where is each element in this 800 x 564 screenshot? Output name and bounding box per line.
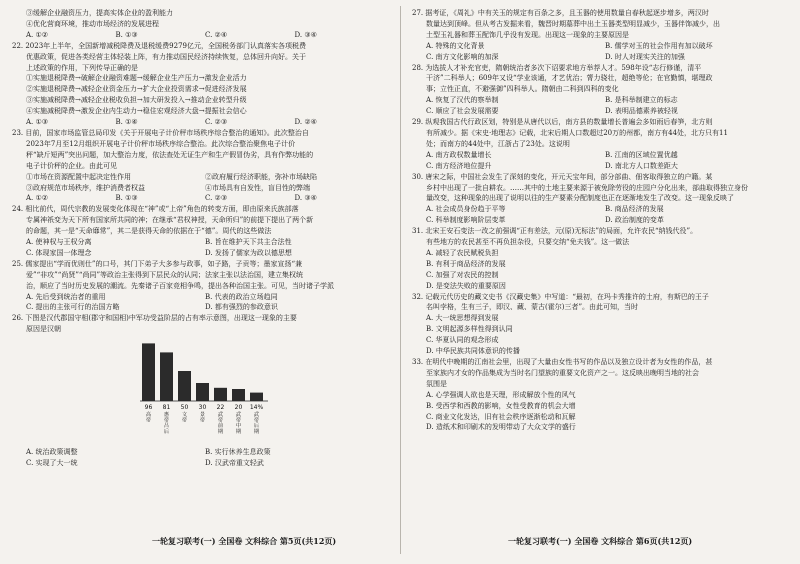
value-label: 14% — [249, 404, 264, 412]
q22-statement: ②实施退税降费→减轻企业资金压力→扩大企业投资需求→促进经济发展 — [26, 85, 247, 94]
q31-option-d[interactable]: D. 是变法失败的重要原因 — [426, 281, 506, 290]
q24-option-c[interactable]: C. 体现家国一体理念 — [26, 248, 92, 257]
q21-statement: ④优化营商环境，推动市场经济的发展进程 — [26, 19, 159, 28]
q27-stem: 27. 据考证，《周礼》中有关玉的规定有百条之多，且玉器的使用数量自春秋起逐步增多，两汉时 — [412, 9, 709, 17]
category-label: 景帝 — [199, 412, 206, 424]
q26-option-c[interactable]: C. 实现了大一统 — [26, 459, 78, 468]
q30-stem: 乡村中出现了一批自耕农。……其中的土地主要来源于被免除劳役的庄园户分化出来，部曲取得独立身份 — [426, 183, 748, 192]
q30-option-d[interactable]: D. 政治制度的变革 — [605, 216, 664, 225]
q31-option-a[interactable]: A. 减轻了农民赋税负担 — [426, 248, 499, 257]
q27-option-c[interactable]: C. 南方文化影响的加深 — [426, 52, 499, 61]
question-27 — [412, 8, 784, 63]
q28-options — [412, 95, 784, 117]
q33-stem: 氛围是 — [426, 379, 447, 388]
q23-stem: 23. 目前，国家市场监管总局印发《关于开展电子计价秤市场秩序综合整治的通知》。此次整治自 — [12, 128, 309, 137]
q27-options — [412, 41, 784, 63]
question-26 — [12, 313, 384, 469]
question-33 — [412, 357, 784, 433]
q28-option-c[interactable]: C. 顺应了社会发展需要 — [426, 107, 499, 116]
q27-stem: 数量达到顶峰。但从考古发掘来看，魏晋时期墓葬中出土玉器类型明显减少，玉器伴饰减少，出 — [426, 19, 720, 28]
q23-option-b[interactable]: B. ①③ — [115, 194, 138, 203]
q21-option-d[interactable]: D. ③④ — [294, 30, 317, 39]
q22-option-c[interactable]: C. ②③ — [205, 118, 228, 127]
q31-stem: 有些地方的农民甚至不再负担杂役，只要交纳“免夫钱”。这一做法 — [426, 238, 630, 247]
q28-stem: 事；立性正直，不避强御”四科举人。隋朝由二科到四科的变化 — [426, 85, 619, 94]
q25-option-b[interactable]: B. 代表的政治立场趋同 — [205, 292, 278, 301]
q22-stem: 优惠政策，促进各类经营主体轻装上阵，有力推动国民经济持续恢复，总体回升向好。关于 — [26, 52, 306, 61]
q26-option-b[interactable]: B. 实行休养生息政策 — [205, 448, 271, 457]
bar — [196, 383, 209, 401]
q21-option-b[interactable]: B. ①③ — [115, 30, 138, 39]
category-label: 武帝中期 — [235, 412, 242, 435]
q29-option-d[interactable]: D. 南北方人口数差距大 — [605, 161, 678, 170]
q27-option-d[interactable]: D. 时人对现实关注的加强 — [605, 52, 685, 61]
q25-stem: 治，顺应了当时历史发展的潮流。先秦诸子百家竞相争鸣，提出各种治国主张。可见，当时诸子学派 — [26, 281, 334, 290]
q25-option-c[interactable]: C. 提出的主张可行的治国方略 — [26, 303, 120, 312]
question-32 — [412, 292, 784, 357]
q21-options — [12, 30, 384, 41]
q24-option-a[interactable]: A. 使神权与王权分离 — [26, 238, 92, 247]
q24-stem: 的命题，其一是“天命靡常”，其二是获得天命的依据在于“德”。周代的这些做法 — [26, 227, 272, 236]
q29-option-b[interactable]: B. 江南的区域位置优越 — [605, 150, 678, 159]
military-merit-bar-chart — [132, 337, 282, 445]
q29-options — [412, 150, 784, 172]
q22-stem: 上述政策的作用，下列传导正确的是 — [26, 63, 138, 72]
q22-statement: ④实施减税降费→激发企业内生动力→稳住宏观经济大盘→提振社会信心 — [26, 107, 247, 116]
q33-option-a[interactable]: A. 心学强调人欲也是天理，形成解放个性的风气 — [426, 390, 576, 399]
q29-stem: 有所减少。据《宋史·地理志》记载，北宋后期人口数超过20万的州都，南方有44处，北方只有11 — [426, 128, 728, 137]
value-label: 81 — [162, 404, 171, 412]
q25-stem: 爱”“非攻”“尚贤”“尚同”等政治主张得到下层民众的认同；法家主张以法治国，建立集权统 — [26, 270, 304, 279]
q28-option-d[interactable]: D. 表明品德素养被轻视 — [605, 107, 678, 116]
q31-option-c[interactable]: C. 加强了对农民的控制 — [426, 270, 499, 279]
q32-option-a[interactable]: A. 大一统思想得到发展 — [426, 314, 499, 323]
q23-statements — [12, 172, 384, 194]
q32-option-c[interactable]: C. 华夏认同的观念形成 — [426, 336, 499, 345]
q29-stem: 处；而南方的44处中，江浙占了23处。这说明 — [426, 139, 570, 148]
question-30 — [412, 172, 784, 227]
q31-option-b[interactable]: B. 有利于商品经济的发展 — [426, 259, 506, 268]
page-footer-right: 一轮复习联考(一) 全国卷 文科综合 第6页(共12页) — [508, 536, 693, 546]
q23-options — [12, 193, 384, 204]
q30-option-c[interactable]: C. 科举制度影响阶层变革 — [426, 216, 506, 225]
q23-statement: ②政府履行经济职能，弥补市场缺陷 — [205, 172, 317, 181]
q25-option-a[interactable]: A. 先后受到统治者的重用 — [26, 292, 106, 301]
q30-options — [412, 204, 784, 226]
question-23 — [12, 128, 384, 204]
question-22 — [12, 41, 384, 128]
q32-option-d[interactable]: D. 中华民族共同体意识的传播 — [426, 347, 520, 356]
question-24 — [12, 204, 384, 259]
q32-option-b[interactable]: B. 文明起源多样性得到认同 — [426, 325, 513, 334]
q27-option-a[interactable]: A. 特殊的文化背景 — [426, 41, 485, 50]
q23-stem: 秤“缺斤短两”突出问题，加大整治力度，依法查处无证生产和生产假冒伪劣，具有作弊功能的 — [26, 150, 314, 159]
q22-option-a[interactable]: A. ①③ — [26, 118, 49, 127]
q29-stem: 29. 纵观我国古代行政区划，特别是从唐代以后，南方县的数量增长普遍会多如雨后春笋，北方则 — [412, 118, 713, 127]
q33-stem: 33. 在明代中晚期的江南社会里，出现了大量由女性书写的作品以及独立设计者为女性的作品，甚 — [412, 358, 713, 366]
q32-stem: 32. 记载元代历史的藏文史书《汉藏史集》中写道：“最初，在玛卡秀推许的土府，有斯巴的王子 — [412, 292, 709, 301]
bar — [214, 388, 227, 401]
q33-stem: 至家族内才女的作品集成为当时名门望族的重要文化资产之一。这反映出晚明当地的社会 — [426, 368, 699, 377]
q22-statement: ③实施减税降费→减轻企业税收负担→加大研发投入→推动企业转型升级 — [26, 96, 247, 105]
q30-stem: 30. 唐宋之际，中国社会发生了深刻的变化，开元天宝年间，部分部曲、佃客取得独立的户籍。某 — [412, 172, 713, 181]
q29-option-a[interactable]: A. 南方政权数量增长 — [426, 150, 492, 159]
bar — [178, 371, 191, 401]
q30-option-b[interactable]: B. 商品经济的发展 — [605, 205, 664, 214]
q21-tail — [12, 8, 384, 30]
q23-stem: 2023年7月至12月组织开展电子计价秤市场秩序综合整治。此次综合整治聚焦电子计价 — [26, 139, 296, 148]
q24-stem: 24. 相比前代，周代宗教的发展变化体现在“神”或“上帝”角色的转变方面，即由原来氏族部落 — [12, 205, 299, 214]
q23-option-a[interactable]: A. ①② — [26, 194, 49, 203]
q28-option-a[interactable]: A. 恢复了汉代的察举制 — [426, 96, 499, 105]
q30-stem: 量改变，这种现象的出现了说明以往的生产要素分配制度也正在逐渐地发生了改变。这一现象反映了 — [426, 194, 734, 203]
q23-statement: ④市场具有自发性，盲目性的弊端 — [205, 183, 310, 192]
q32-stem: 名叫孛格，生有三子，即汉、藏、蒙古(霍尔)三者”。由此可知，当时 — [426, 303, 639, 312]
q24-option-d[interactable]: D. 发扬了儒家为政以德思想 — [205, 248, 292, 257]
left-column — [12, 8, 384, 528]
q23-option-d[interactable]: D. ③④ — [294, 194, 317, 203]
q26-stem: 原因是汉朝 — [26, 325, 61, 334]
q21-statement: ③缓解企业融资压力，提高实体企业的盈利能力 — [26, 9, 173, 17]
q27-stem: 土型玉礼器和葬玉配饰几乎没有发现。出现这一现象的主要原因是 — [426, 30, 629, 39]
value-label: 96 — [144, 404, 153, 412]
category-label: 惠帝吕后 — [163, 412, 170, 435]
q22-statement: ①实施退税降费→破解企业融资难题→缓解企业生产压力→激发企业活力 — [26, 74, 247, 83]
q26-option-a[interactable]: A. 统治政策调整 — [26, 448, 78, 457]
column-divider — [400, 6, 401, 554]
q28-stem: 28. 为选拔人才补充官吏，隋朝统治者多次下诏要求地方举荐人才。598年设“志行修谨，清平 — [412, 63, 702, 72]
q24-option-b[interactable]: B. 旨在维护天下共主合法性 — [205, 238, 292, 247]
q30-option-a[interactable]: A. 社会成员身份趋于平等 — [426, 205, 506, 214]
q33-option-c[interactable]: C. 商业文化发达，旧有社会秩序逐渐松动和瓦解 — [426, 412, 576, 421]
q24-options — [12, 237, 384, 259]
q31-stem: 31. 北宋王安石变法一改之前强调“正有差法，元(原)无标法”的局面，允许农民“纳钱代役”。 — [412, 227, 698, 236]
q25-stem: 25. 儒家提出“学而优则仕”的口号，其门下弟子大多参与政事，如子路，子贡等；墨家宣扬“兼 — [12, 259, 303, 268]
q22-option-d[interactable]: D. ②④ — [294, 118, 317, 127]
q33-option-b[interactable]: B. 受西学和西教的影响，女性受教育的机会大增 — [426, 401, 576, 410]
value-label: 50 — [180, 404, 189, 412]
category-label: 武帝前期 — [217, 412, 224, 435]
right-column — [412, 8, 784, 528]
q26-options — [12, 447, 384, 469]
q22-options — [12, 117, 384, 128]
category-label: 高帝 — [145, 412, 152, 424]
page-footer-left: 一轮复习联考(一) 全国卷 文科综合 第5页(共12页) — [152, 536, 337, 546]
q23-option-c[interactable]: C. ②③ — [205, 194, 228, 203]
q23-statement: ①市场在资源配置中起决定性作用 — [26, 172, 131, 181]
q33-option-d[interactable]: D. 造纸术和印刷术的发明带动了大众文学的盛行 — [426, 423, 576, 432]
q23-statement: ③政府规范市场秩序，维护消费者权益 — [26, 183, 145, 192]
q23-stem: 电子计价秤的企业。由此可见 — [26, 161, 117, 170]
q21-option-a[interactable]: A. ①② — [26, 30, 49, 39]
q26-stem: 26. 下图是汉代郡国守相(郡守和国相)中军功受益阶层的占有率示意图，出现这一现象的主要 — [12, 314, 297, 323]
q29-option-c[interactable]: C. 南方经济地位提升 — [426, 161, 492, 170]
question-28 — [412, 63, 784, 118]
q25-option-d[interactable]: D. 都有强烈的参政意识 — [205, 303, 278, 312]
q28-option-b[interactable]: B. 是科举制建立的标志 — [605, 96, 678, 105]
q26-option-d[interactable]: D. 汉武帝重文轻武 — [205, 459, 264, 468]
q22-option-b[interactable]: B. ①④ — [115, 118, 138, 127]
bar — [232, 389, 245, 401]
bar — [250, 393, 263, 401]
value-label: 22 — [216, 404, 225, 412]
question-25 — [12, 259, 384, 314]
bar — [160, 353, 173, 402]
category-label: 武帝后期 — [253, 412, 260, 435]
value-label: 20 — [234, 404, 243, 412]
question-31 — [412, 226, 784, 291]
q22-stem: 22. 2023年上半年，全国新增减税降费及退税缓费9279亿元，全国税务部门认真落实各项税费 — [12, 41, 306, 50]
value-label: 30 — [198, 404, 207, 412]
q21-option-c[interactable]: C. ②④ — [205, 30, 228, 39]
q28-stem: 干济”二科举人；609年又设“学业该通，才艺优治；膂力骁壮，超绝等伦；在官勤慎，堪理政 — [426, 74, 713, 83]
bar — [142, 344, 155, 402]
q25-options — [12, 292, 384, 314]
category-label: 文帝 — [181, 412, 188, 424]
q27-option-b[interactable]: B. 儒学对玉的社会作用有加以破坏 — [605, 41, 713, 50]
q24-stem: 专属神祇变为天下所有国家所共同的神；在继承“君权神授，天命所归”的前提下提出了两个新 — [26, 216, 314, 225]
question-29 — [412, 117, 784, 172]
